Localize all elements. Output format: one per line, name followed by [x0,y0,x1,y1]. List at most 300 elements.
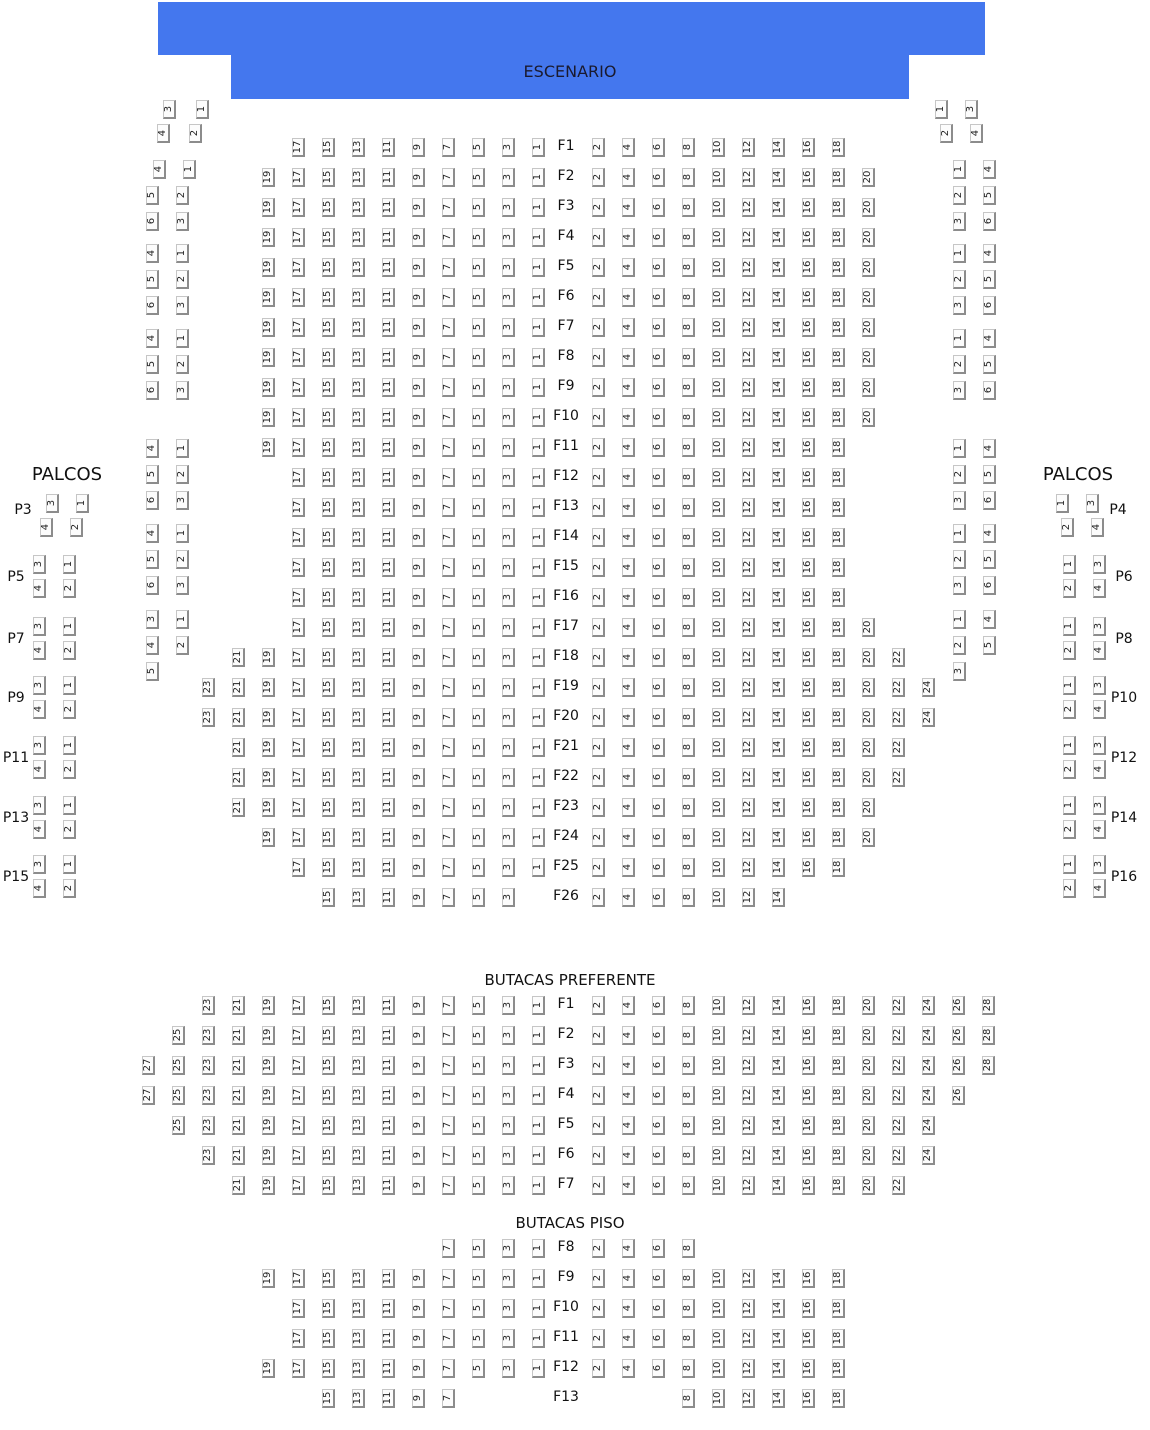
palco-f7-seat-12[interactable] [742,318,755,337]
palco-f10-seat-6[interactable] [652,408,665,427]
preferente-f4-seat-5[interactable] [472,1086,485,1105]
preferente-f7-seat-11[interactable] [382,1176,395,1195]
palco-f20-seat-2[interactable] [592,708,605,727]
palco-f22-seat-2[interactable] [592,768,605,787]
piso-f11-seat-15[interactable] [322,1329,335,1348]
palco-f11-seat-19[interactable] [262,438,275,457]
palco-f17-seat-10[interactable] [712,618,725,637]
side-left-g5-seat-6[interactable] [146,576,159,595]
palco-f7-seat-20[interactable] [862,318,875,337]
palco-f17-seat-5[interactable] [472,618,485,637]
preferente-f1-seat-15[interactable] [322,996,335,1015]
palco-f23-seat-1[interactable] [532,798,545,817]
palco-f5-seat-9[interactable] [412,258,425,277]
palco-f20-seat-3[interactable] [502,708,515,727]
palco-f13-seat-5[interactable] [472,498,485,517]
preferente-f6-seat-15[interactable] [322,1146,335,1165]
box-p11-seat-3[interactable] [33,736,46,755]
palco-f24-seat-20[interactable] [862,828,875,847]
palco-f10-seat-10[interactable] [712,408,725,427]
piso-f12-seat-17[interactable] [292,1359,305,1378]
palco-f2-seat-14[interactable] [772,168,785,187]
palco-f9-seat-14[interactable] [772,378,785,397]
box-p12-seat-2[interactable] [1063,760,1076,779]
palco-f9-seat-2[interactable] [592,378,605,397]
preferente-f2-seat-10[interactable] [712,1026,725,1045]
palco-f2-seat-3[interactable] [502,168,515,187]
palco-f18-seat-8[interactable] [682,648,695,667]
palco-f17-seat-14[interactable] [772,618,785,637]
palco-f16-seat-7[interactable] [442,588,455,607]
palco-f10-seat-15[interactable] [322,408,335,427]
piso-f10-seat-2[interactable] [592,1299,605,1318]
palco-f9-seat-1[interactable] [532,378,545,397]
piso-f13-seat-16[interactable] [802,1389,815,1408]
palco-f23-seat-15[interactable] [322,798,335,817]
palco-f22-seat-7[interactable] [442,768,455,787]
palco-f8-seat-6[interactable] [652,348,665,367]
palco-f5-seat-1[interactable] [532,258,545,277]
piso-f10-seat-15[interactable] [322,1299,335,1318]
preferente-f4-seat-7[interactable] [442,1086,455,1105]
palco-f6-seat-15[interactable] [322,288,335,307]
box-p15-seat-4[interactable] [33,879,46,898]
palco-f7-seat-3[interactable] [502,318,515,337]
palco-f19-seat-5[interactable] [472,678,485,697]
piso-f13-seat-12[interactable] [742,1389,755,1408]
side-right-g4-seat-2[interactable] [953,465,966,484]
palco-f19-seat-12[interactable] [742,678,755,697]
palco-f23-seat-10[interactable] [712,798,725,817]
piso-f9-seat-18[interactable] [832,1269,845,1288]
box-p8-seat-3[interactable] [1093,617,1106,636]
piso-f10-seat-17[interactable] [292,1299,305,1318]
palco-f15-seat-7[interactable] [442,558,455,577]
side-right-g2-seat-1[interactable] [953,244,966,263]
box-p3-seat-4[interactable] [40,518,53,537]
preferente-f7-seat-3[interactable] [502,1176,515,1195]
palco-f20-seat-7[interactable] [442,708,455,727]
box-p3-seat-3[interactable] [46,494,59,513]
side-left-g1-seat-2[interactable] [176,186,189,205]
side-right-g4-seat-6[interactable] [983,491,996,510]
preferente-f4-seat-3[interactable] [502,1086,515,1105]
palco-f15-seat-1[interactable] [532,558,545,577]
palco-f14-seat-3[interactable] [502,528,515,547]
piso-f9-seat-17[interactable] [292,1269,305,1288]
palco-f17-seat-16[interactable] [802,618,815,637]
palco-f12-seat-9[interactable] [412,468,425,487]
palco-f15-seat-15[interactable] [322,558,335,577]
palco-f15-seat-2[interactable] [592,558,605,577]
palco-f20-seat-17[interactable] [292,708,305,727]
palco-f22-seat-18[interactable] [832,768,845,787]
palco-f8-seat-1[interactable] [532,348,545,367]
preferente-f3-seat-14[interactable] [772,1056,785,1075]
palco-f18-seat-1[interactable] [532,648,545,667]
palco-f6-seat-20[interactable] [862,288,875,307]
side-left-g5-seat-5[interactable] [146,550,159,569]
preferente-f1-seat-28[interactable] [982,996,995,1015]
palco-f19-seat-11[interactable] [382,678,395,697]
palco-f21-seat-3[interactable] [502,738,515,757]
palco-f7-seat-11[interactable] [382,318,395,337]
piso-f10-seat-13[interactable] [352,1299,365,1318]
palco-f16-seat-16[interactable] [802,588,815,607]
preferente-f5-seat-8[interactable] [682,1116,695,1135]
palco-f20-seat-18[interactable] [832,708,845,727]
palco-f4-seat-20[interactable] [862,228,875,247]
palco-f22-seat-9[interactable] [412,768,425,787]
palco-f24-seat-8[interactable] [682,828,695,847]
preferente-f1-seat-11[interactable] [382,996,395,1015]
preferente-f4-seat-27[interactable] [142,1086,155,1105]
preferente-f3-seat-15[interactable] [322,1056,335,1075]
palco-f14-seat-4[interactable] [622,528,635,547]
palco-f2-seat-11[interactable] [382,168,395,187]
palco-f5-seat-11[interactable] [382,258,395,277]
palco-f12-seat-4[interactable] [622,468,635,487]
piso-f8-seat-7[interactable] [442,1239,455,1258]
preferente-f3-seat-7[interactable] [442,1056,455,1075]
palco-f24-seat-3[interactable] [502,828,515,847]
palco-f16-seat-14[interactable] [772,588,785,607]
side-left-g2-seat-2[interactable] [176,270,189,289]
palco-f2-seat-17[interactable] [292,168,305,187]
palco-f1-seat-3[interactable] [502,138,515,157]
palco-f15-seat-6[interactable] [652,558,665,577]
palco-f25-seat-12[interactable] [742,858,755,877]
preferente-f5-seat-11[interactable] [382,1116,395,1135]
side-left-g3-seat-3[interactable] [176,381,189,400]
preferente-f7-seat-18[interactable] [832,1176,845,1195]
side-left-g1-seat-4[interactable] [153,160,166,179]
palco-f8-seat-8[interactable] [682,348,695,367]
palco-f1-seat-6[interactable] [652,138,665,157]
palco-f24-seat-18[interactable] [832,828,845,847]
piso-f11-seat-14[interactable] [772,1329,785,1348]
preferente-f1-seat-23[interactable] [202,996,215,1015]
preferente-f6-seat-8[interactable] [682,1146,695,1165]
palco-f3-seat-17[interactable] [292,198,305,217]
side-right-g3-seat-6[interactable] [983,381,996,400]
box-p11-seat-1[interactable] [63,736,76,755]
box-p13-seat-1[interactable] [63,796,76,815]
piso-f11-seat-10[interactable] [712,1329,725,1348]
palco-f16-seat-10[interactable] [712,588,725,607]
side-left-g2-seat-5[interactable] [146,270,159,289]
palco-f20-seat-23[interactable] [202,708,215,727]
palco-f20-seat-9[interactable] [412,708,425,727]
palco-f19-seat-20[interactable] [862,678,875,697]
preferente-f3-seat-5[interactable] [472,1056,485,1075]
preferente-f5-seat-15[interactable] [322,1116,335,1135]
palco-f2-seat-7[interactable] [442,168,455,187]
side-left-g4-seat-2[interactable] [176,465,189,484]
palco-f14-seat-15[interactable] [322,528,335,547]
box-p12-seat-4[interactable] [1093,760,1106,779]
palco-f8-seat-10[interactable] [712,348,725,367]
box-p16-seat-2[interactable] [1063,879,1076,898]
palco-f8-seat-18[interactable] [832,348,845,367]
preferente-f1-seat-1[interactable] [532,996,545,1015]
palco-f26-seat-2[interactable] [592,888,605,907]
preferente-f2-seat-12[interactable] [742,1026,755,1045]
palco-f12-seat-1[interactable] [532,468,545,487]
palco-f24-seat-19[interactable] [262,828,275,847]
palco-f13-seat-6[interactable] [652,498,665,517]
palco-f19-seat-22[interactable] [892,678,905,697]
palco-f15-seat-13[interactable] [352,558,365,577]
box-p12-seat-1[interactable] [1063,736,1076,755]
preferente-f3-seat-20[interactable] [862,1056,875,1075]
palco-f18-seat-13[interactable] [352,648,365,667]
box-p15-seat-3[interactable] [33,855,46,874]
piso-f11-seat-7[interactable] [442,1329,455,1348]
palco-f4-seat-15[interactable] [322,228,335,247]
palco-f5-seat-8[interactable] [682,258,695,277]
palco-f6-seat-8[interactable] [682,288,695,307]
palco-f9-seat-13[interactable] [352,378,365,397]
palco-f22-seat-8[interactable] [682,768,695,787]
palco-f23-seat-3[interactable] [502,798,515,817]
palco-f24-seat-11[interactable] [382,828,395,847]
side-right-g3-seat-4[interactable] [983,329,996,348]
palco-f6-seat-18[interactable] [832,288,845,307]
palco-f12-seat-13[interactable] [352,468,365,487]
palco-f4-seat-14[interactable] [772,228,785,247]
palco-f6-seat-1[interactable] [532,288,545,307]
palco-f23-seat-13[interactable] [352,798,365,817]
palco-f19-seat-4[interactable] [622,678,635,697]
palco-f12-seat-8[interactable] [682,468,695,487]
palco-f12-seat-16[interactable] [802,468,815,487]
palco-f5-seat-18[interactable] [832,258,845,277]
palco-f23-seat-16[interactable] [802,798,815,817]
palco-f19-seat-7[interactable] [442,678,455,697]
palco-f11-seat-15[interactable] [322,438,335,457]
palco-f22-seat-13[interactable] [352,768,365,787]
palco-f15-seat-16[interactable] [802,558,815,577]
piso-f9-seat-13[interactable] [352,1269,365,1288]
palco-f18-seat-14[interactable] [772,648,785,667]
preferente-f2-seat-16[interactable] [802,1026,815,1045]
piso-f12-seat-13[interactable] [352,1359,365,1378]
preferente-f1-seat-17[interactable] [292,996,305,1015]
palco-f11-seat-4[interactable] [622,438,635,457]
box-p7-seat-4[interactable] [33,641,46,660]
piso-f10-seat-6[interactable] [652,1299,665,1318]
palco-f18-seat-4[interactable] [622,648,635,667]
box-p7-seat-1[interactable] [63,617,76,636]
piso-f8-seat-6[interactable] [652,1239,665,1258]
piso-f12-seat-10[interactable] [712,1359,725,1378]
side-left-g3-seat-1[interactable] [176,329,189,348]
palco-f14-seat-8[interactable] [682,528,695,547]
palco-f24-seat-12[interactable] [742,828,755,847]
palco-f3-seat-4[interactable] [622,198,635,217]
preferente-f3-seat-9[interactable] [412,1056,425,1075]
preferente-f2-seat-6[interactable] [652,1026,665,1045]
preferente-f4-seat-25[interactable] [172,1086,185,1105]
preferente-f6-seat-13[interactable] [352,1146,365,1165]
palco-f5-seat-17[interactable] [292,258,305,277]
preferente-f6-seat-7[interactable] [442,1146,455,1165]
palco-f17-seat-13[interactable] [352,618,365,637]
palco-f17-seat-15[interactable] [322,618,335,637]
piso-f8-seat-8[interactable] [682,1239,695,1258]
box-p3-seat-2[interactable] [70,518,83,537]
palco-f2-seat-1[interactable] [532,168,545,187]
preferente-f5-seat-19[interactable] [262,1116,275,1135]
palco-f15-seat-3[interactable] [502,558,515,577]
palco-f13-seat-1[interactable] [532,498,545,517]
preferente-f5-seat-24[interactable] [922,1116,935,1135]
side-right-g4-seat-1[interactable] [953,439,966,458]
palco-f4-seat-6[interactable] [652,228,665,247]
piso-f9-seat-11[interactable] [382,1269,395,1288]
palco-f12-seat-2[interactable] [592,468,605,487]
palco-f11-seat-8[interactable] [682,438,695,457]
preferente-f3-seat-12[interactable] [742,1056,755,1075]
palco-f24-seat-15[interactable] [322,828,335,847]
preferente-f5-seat-23[interactable] [202,1116,215,1135]
palco-f21-seat-10[interactable] [712,738,725,757]
palco-f5-seat-13[interactable] [352,258,365,277]
palco-f19-seat-2[interactable] [592,678,605,697]
preferente-f5-seat-20[interactable] [862,1116,875,1135]
palco-f21-seat-14[interactable] [772,738,785,757]
palco-f11-seat-18[interactable] [832,438,845,457]
piso-f10-seat-8[interactable] [682,1299,695,1318]
piso-f11-seat-9[interactable] [412,1329,425,1348]
preferente-f3-seat-18[interactable] [832,1056,845,1075]
palco-f21-seat-12[interactable] [742,738,755,757]
preferente-f1-seat-22[interactable] [892,996,905,1015]
palco-f5-seat-7[interactable] [442,258,455,277]
palco-f26-seat-6[interactable] [652,888,665,907]
preferente-f4-seat-6[interactable] [652,1086,665,1105]
box-p9-seat-2[interactable] [63,700,76,719]
palco-f2-seat-15[interactable] [322,168,335,187]
palco-f16-seat-1[interactable] [532,588,545,607]
palco-f23-seat-19[interactable] [262,798,275,817]
piso-f9-seat-12[interactable] [742,1269,755,1288]
palco-f13-seat-4[interactable] [622,498,635,517]
palco-f9-seat-10[interactable] [712,378,725,397]
preferente-f1-seat-14[interactable] [772,996,785,1015]
palco-f18-seat-3[interactable] [502,648,515,667]
side-right-g5-seat-3[interactable] [953,576,966,595]
palco-f18-seat-5[interactable] [472,648,485,667]
piso-f10-seat-3[interactable] [502,1299,515,1318]
preferente-f3-seat-19[interactable] [262,1056,275,1075]
palco-f20-seat-19[interactable] [262,708,275,727]
palco-f18-seat-19[interactable] [262,648,275,667]
palco-f6-seat-13[interactable] [352,288,365,307]
piso-f9-seat-5[interactable] [472,1269,485,1288]
palco-f13-seat-2[interactable] [592,498,605,517]
preferente-f4-seat-18[interactable] [832,1086,845,1105]
palco-f23-seat-9[interactable] [412,798,425,817]
preferente-f6-seat-3[interactable] [502,1146,515,1165]
palco-f3-seat-16[interactable] [802,198,815,217]
palco-f3-seat-5[interactable] [472,198,485,217]
palco-f24-seat-5[interactable] [472,828,485,847]
palco-f12-seat-3[interactable] [502,468,515,487]
palco-f18-seat-20[interactable] [862,648,875,667]
palco-f24-seat-1[interactable] [532,828,545,847]
palco-f4-seat-13[interactable] [352,228,365,247]
palco-f8-seat-14[interactable] [772,348,785,367]
box-p14-seat-1[interactable] [1063,796,1076,815]
palco-f5-seat-12[interactable] [742,258,755,277]
preferente-f1-seat-24[interactable] [922,996,935,1015]
palco-f23-seat-18[interactable] [832,798,845,817]
palco-f4-seat-4[interactable] [622,228,635,247]
palco-f6-seat-5[interactable] [472,288,485,307]
palco-f12-seat-18[interactable] [832,468,845,487]
preferente-f7-seat-2[interactable] [592,1176,605,1195]
palco-f6-seat-7[interactable] [442,288,455,307]
preferente-f3-seat-16[interactable] [802,1056,815,1075]
piso-f10-seat-4[interactable] [622,1299,635,1318]
palco-f13-seat-7[interactable] [442,498,455,517]
palco-f19-seat-13[interactable] [352,678,365,697]
palco-f15-seat-12[interactable] [742,558,755,577]
palco-f3-seat-13[interactable] [352,198,365,217]
preferente-f6-seat-16[interactable] [802,1146,815,1165]
palco-f26-seat-8[interactable] [682,888,695,907]
palco-f19-seat-16[interactable] [802,678,815,697]
palco-f15-seat-8[interactable] [682,558,695,577]
palco-f4-seat-2[interactable] [592,228,605,247]
preferente-f6-seat-19[interactable] [262,1146,275,1165]
palco-f22-seat-20[interactable] [862,768,875,787]
palco-f26-seat-7[interactable] [442,888,455,907]
piso-f10-seat-1[interactable] [532,1299,545,1318]
palco-f25-seat-8[interactable] [682,858,695,877]
palco-f22-seat-10[interactable] [712,768,725,787]
preferente-f5-seat-17[interactable] [292,1116,305,1135]
palco-f14-seat-7[interactable] [442,528,455,547]
preferente-f7-seat-9[interactable] [412,1176,425,1195]
side-right-g6-seat-1[interactable] [953,610,966,629]
palco-f8-seat-13[interactable] [352,348,365,367]
preferente-f2-seat-22[interactable] [892,1026,905,1045]
piso-f13-seat-11[interactable] [382,1389,395,1408]
preferente-f4-seat-24[interactable] [922,1086,935,1105]
side-right-g1-seat-3[interactable] [953,212,966,231]
palco-f26-seat-9[interactable] [412,888,425,907]
box-p8-seat-4[interactable] [1093,641,1106,660]
palco-f25-seat-18[interactable] [832,858,845,877]
preferente-f5-seat-4[interactable] [622,1116,635,1135]
preferente-f1-seat-21[interactable] [232,996,245,1015]
box-p16-seat-3[interactable] [1093,855,1106,874]
palco-f21-seat-8[interactable] [682,738,695,757]
preferente-f7-seat-17[interactable] [292,1176,305,1195]
palco-f11-seat-3[interactable] [502,438,515,457]
box-p4-seat-4[interactable] [1091,518,1104,537]
box-p9-seat-4[interactable] [33,700,46,719]
palco-f11-seat-11[interactable] [382,438,395,457]
palco-f22-seat-1[interactable] [532,768,545,787]
palco-f1-seat-8[interactable] [682,138,695,157]
preferente-f2-seat-9[interactable] [412,1026,425,1045]
preferente-f2-seat-14[interactable] [772,1026,785,1045]
palco-f8-seat-16[interactable] [802,348,815,367]
